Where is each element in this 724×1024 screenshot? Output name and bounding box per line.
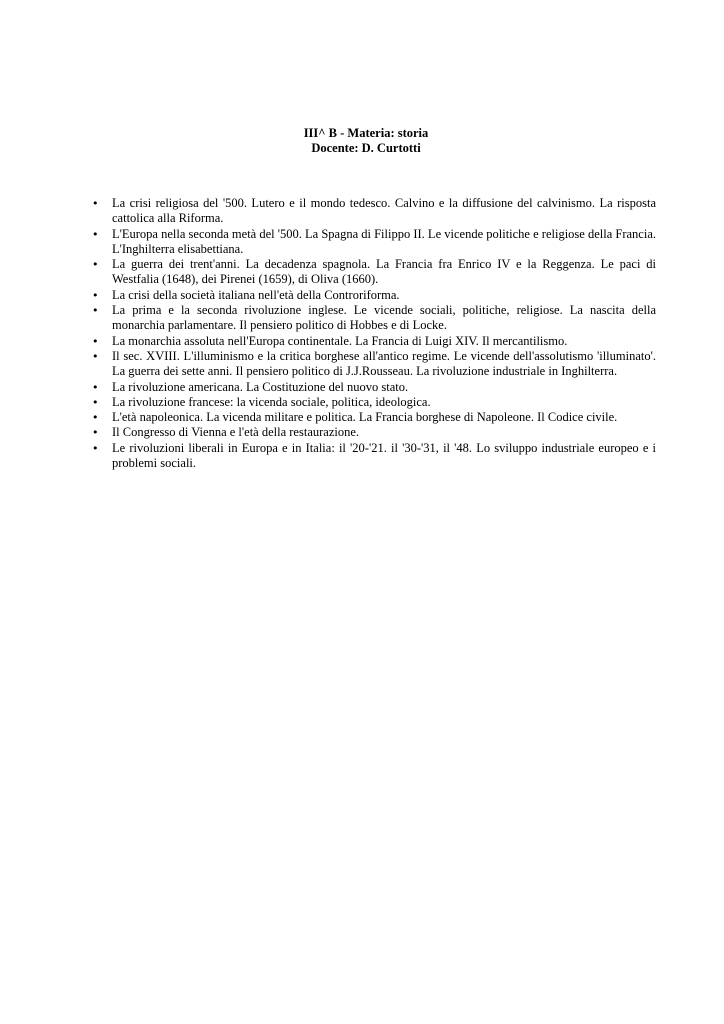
document-header [0,126,724,156]
topic-text: La rivoluzione francese: la vicenda sociale, politica, ideologica. [112,394,431,409]
list-item [92,288,656,303]
bullet-icon: • [92,227,99,241]
list-item [92,303,656,334]
list-item [92,257,656,288]
class-subject-title: III^ B - Materia: storia [303,126,429,140]
list-item [92,349,656,380]
topic-text: Le rivoluzioni liberali in Europa e in Italia: il '20-'21. il '30-'31, il '48. Lo sviluppo industriale europeo e i problemi sociali. [112,440,656,471]
bullet-icon: • [92,288,99,302]
list-item [92,410,656,425]
teacher-name: Docente: D. Curtotti [311,141,421,155]
topic-text: La crisi della società italiana nell'età della Controriforma. [112,287,400,302]
bullet-icon: • [92,441,99,455]
list-item [92,395,656,410]
bullet-icon: • [92,349,99,363]
list-item [92,196,656,227]
topic-text: La crisi religiosa del '500. Lutero e il mondo tedesco. Calvino e la diffusione del calvinismo. La risposta cattolica alla Riforma. [112,196,656,226]
bullet-icon: • [92,334,99,348]
topic-text: Il Congresso di Vienna e l'età della restaurazione. [112,425,360,440]
bullet-icon: • [92,197,99,210]
topic-text: L'età napoleonica. La vicenda militare e politica. La Francia borghese di Napoleone. Il Codice civile. [112,410,618,425]
topic-list [92,196,656,471]
list-item [92,380,656,395]
topic-text: La monarchia assoluta nell'Europa continentale. La Francia di Luigi XIV. Il mercantilismo. [112,333,568,348]
bullet-icon: • [92,395,99,409]
bullet-icon: • [92,258,99,272]
topic-text: La rivoluzione americana. La Costituzione del nuovo stato. [112,379,409,394]
bullet-icon: • [92,411,99,425]
topic-text: L'Europa nella seconda metà del '500. La Spagna di Filippo II. Le vicende politiche e religiose della Francia. L'Inghilterra elisabettiana. [112,226,656,256]
topic-text: La prima e la seconda rivoluzione inglese. Le vicende sociali, politiche, religiose. La nascita della monarchia parlamentare. Il pensiero politico di Hobbes e di Locke. [112,303,656,333]
bullet-icon: • [92,304,99,318]
list-item [92,334,656,349]
topic-text: La guerra dei trent'anni. La decadenza spagnola. La Francia fra Enrico IV e la Reggenza. Le paci di Westfalia (1648), dei Pirenei (1659), di Oliva (1660). [112,257,656,287]
list-item [92,441,656,472]
list-item [92,227,656,258]
bullet-icon: • [92,380,99,394]
topic-text: Il sec. XVIII. L'illuminismo e la critica borghese all'antico regime. Le vicende dell'assolutismo 'illuminato'. La guerra dei sette anni. Il pensiero politico di J.J.Rousseau. La rivoluzione industriale in Inghilterra. [112,348,656,379]
list-item [92,425,656,440]
bullet-icon: • [92,426,99,440]
